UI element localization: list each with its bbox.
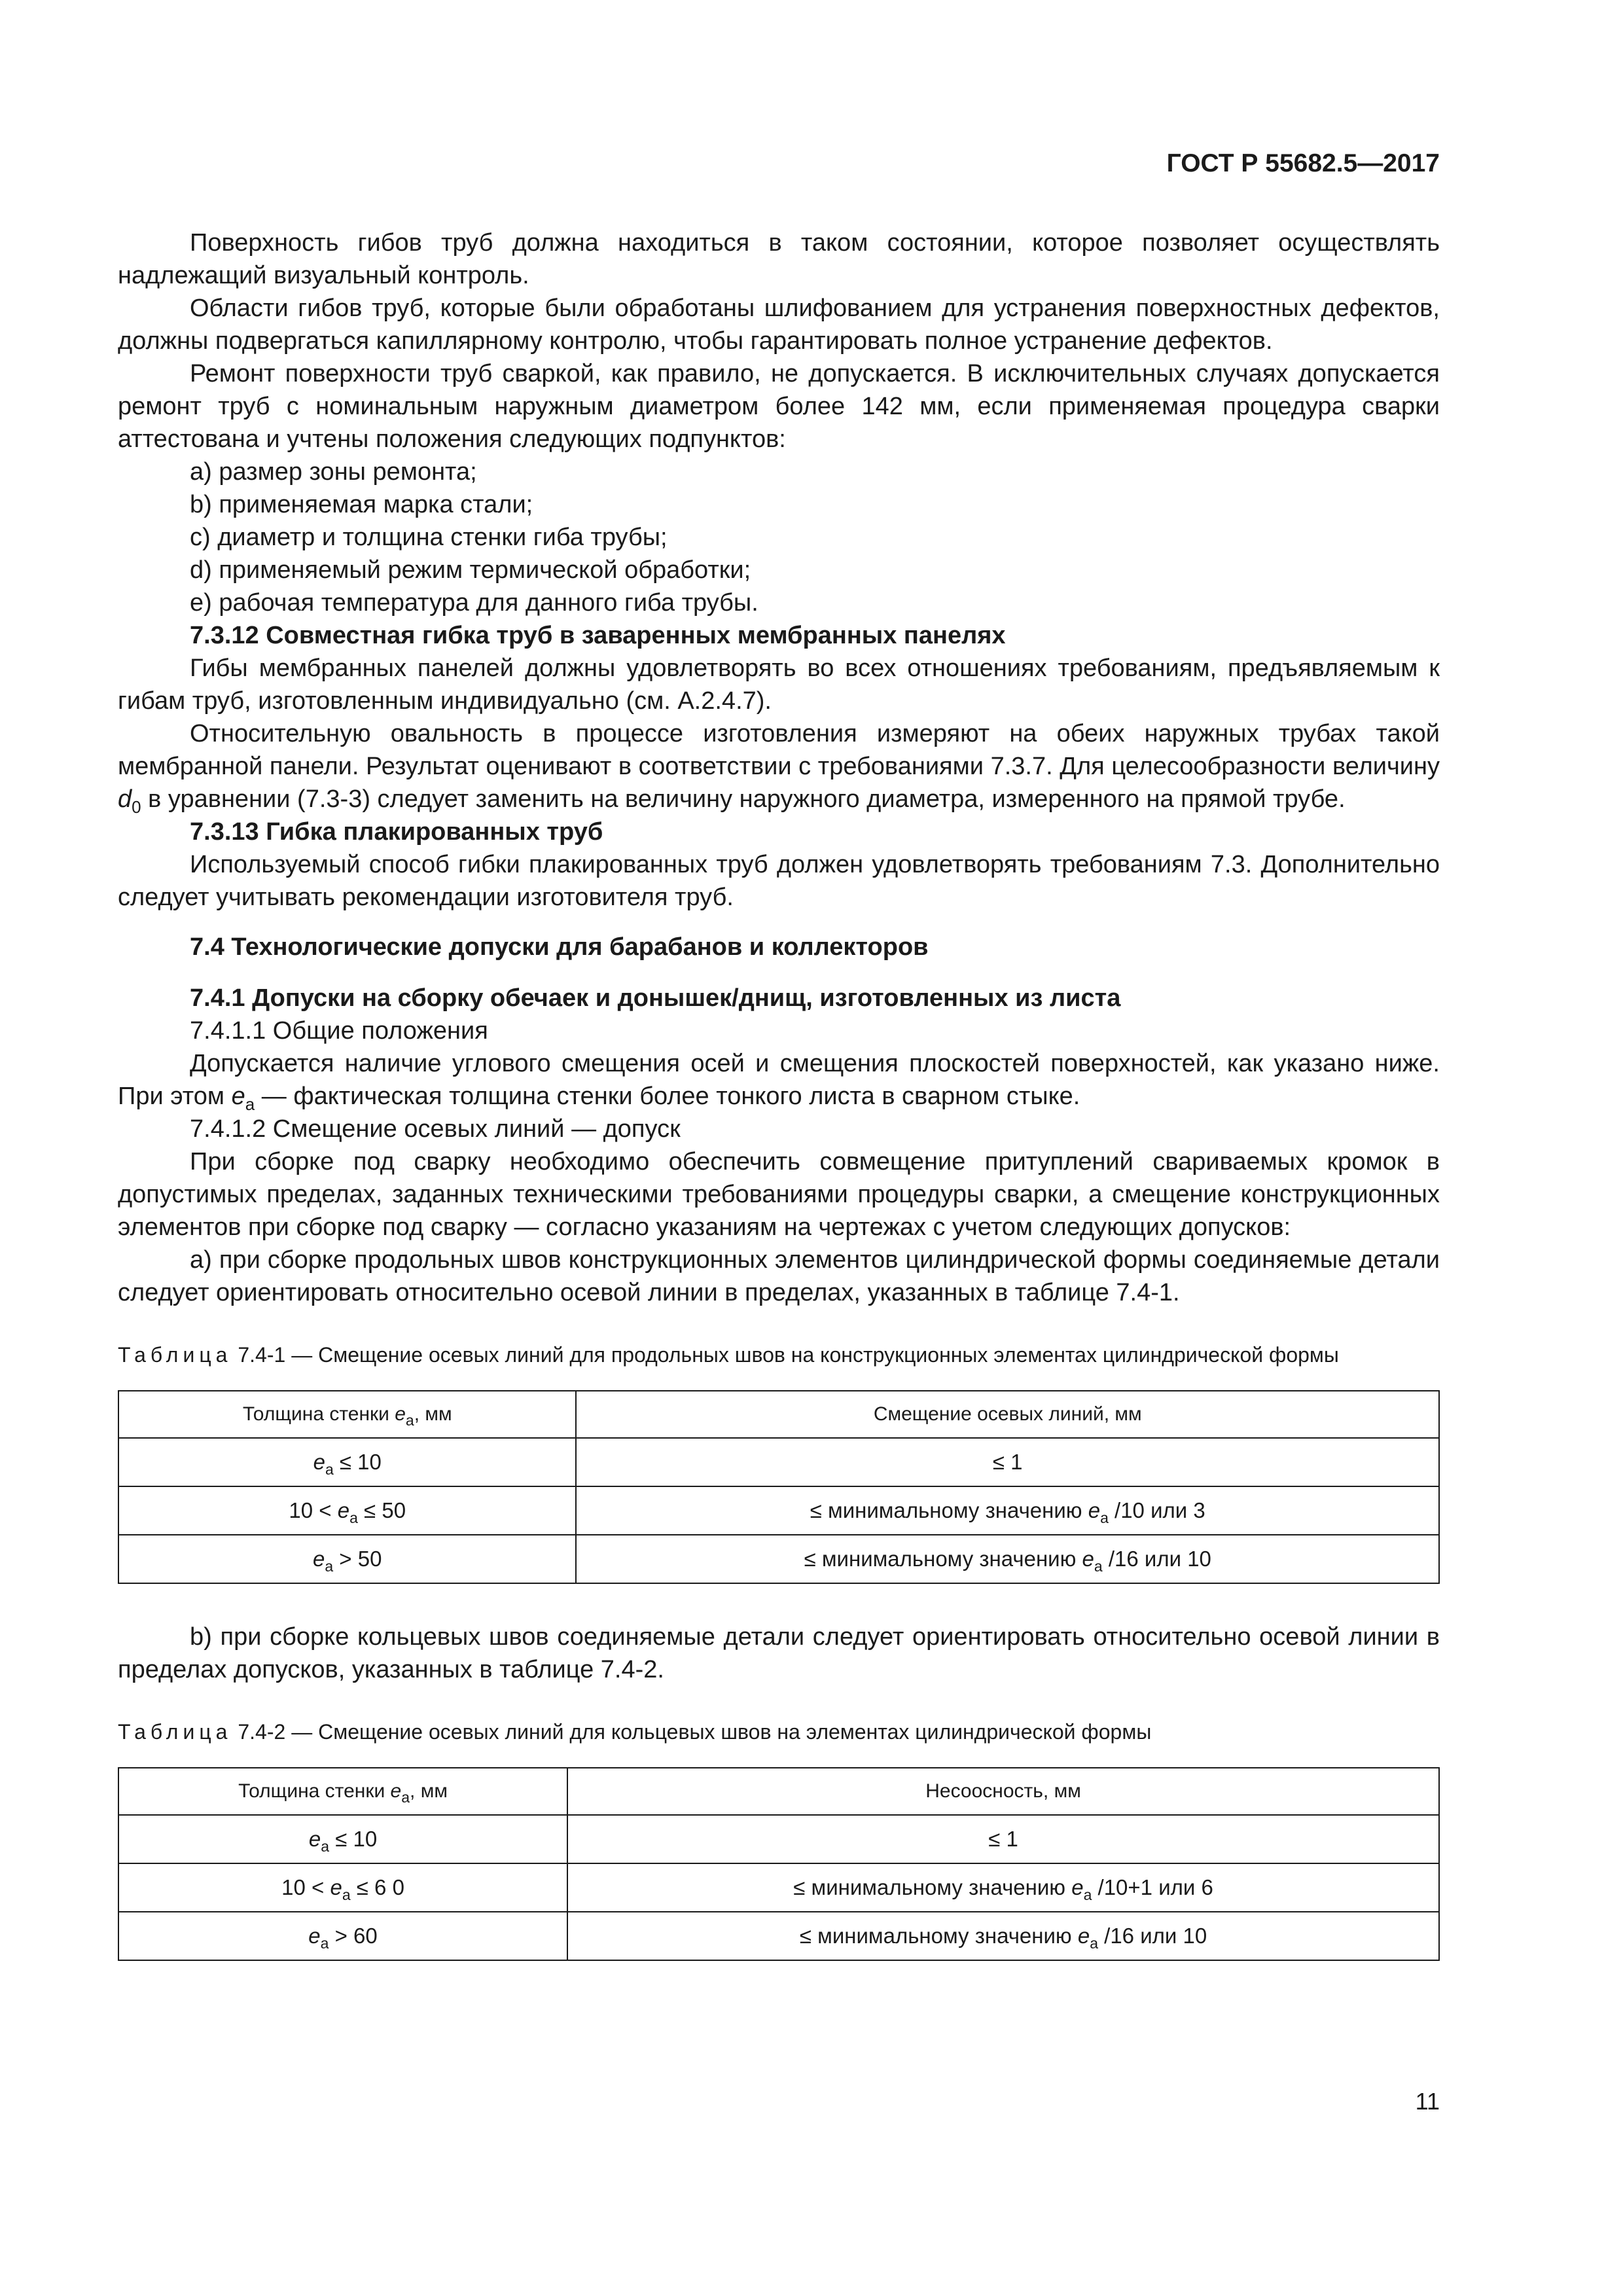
symbol-sub: 0 [132,797,141,817]
paragraph [118,1047,1440,1113]
table-7-4-1 [118,1390,1440,1584]
symbol-sub: a [245,1094,255,1114]
table-cell: $e_a \le 10$ [118,1438,576,1486]
table-cell: $e_a \le 10$ [118,1815,567,1863]
caption-text: 7.4-2 — Смещение осевых линий для кольцевых швов на элементах цилиндрической формы [238,1720,1152,1744]
text: — фактическая толщина стенки более тонкого листа в сварном стыке. [261,1083,1080,1110]
table-cell: $e_a > 50$ [118,1535,576,1583]
section-heading: 7.4 Технологические допуски для барабанов и коллекторов [190,933,929,961]
table-row [118,1815,1439,1863]
table-row [118,1486,1439,1535]
table-row [118,1912,1439,1960]
list-item: c) диаметр и толщина стенки гиба трубы; [190,524,668,551]
paragraph: Области гибов труб, которые были обработаны шлифованием для устранения поверхностных дефектов, должны подвергаться капиллярному контролю, чтобы гарантировать полное устранение дефектов. [118,295,1440,355]
caption-text: 7.4-1 — Смещение осевых линий для продольных швов на конструкционных элементах цилиндрической формы [238,1343,1339,1367]
document-body [118,226,1440,1961]
subsection-heading: 7.4.1.2 Смещение осевых линий — допуск [190,1115,681,1143]
column-header: Толщина стенки $e_a$, мм [118,1768,567,1815]
list-item: e) рабочая температура для данного гиба трубы. [190,589,758,617]
table-cell: $10 < e_a \le 6$ 0 [118,1863,567,1912]
column-header: Смещение осевых линий, мм [576,1391,1439,1438]
table-row [118,1535,1439,1583]
page-number: 11 [1415,2088,1440,2115]
table-cell: $e_a > 60$ [118,1912,567,1960]
paragraph: Гибы мембранных панелей должны удовлетворять во всех отношениях требованиям, предъявляемым к гибам труб, изготовленным индивидуально (см. А.2.4.7). [118,655,1440,715]
text: Допускается наличие углового смещения осей и смещения плоскостей поверхностей, как указано ниже. При этом [118,1050,1440,1110]
table-row [118,1863,1439,1912]
table-cell: ≤ минимальному значению $e_a$ /10+1 или 6 [567,1863,1439,1912]
paragraph: b) при сборке кольцевых швов соединяемые детали следует ориентировать относительно осевой линии в пределах допусков, указанных в таблице 7.4-2. [118,1623,1440,1683]
caption-label: Таблица [118,1720,232,1744]
column-header: Несоосность, мм [567,1768,1439,1815]
paragraph: Ремонт поверхности труб сваркой, как правило, не допускается. В исключительных случаях допускается ремонт труб с номинальным наружным диаметром более 142 мм, если применяемая процедура сварки аттестована и учтены положения следующих подпунктов: [118,360,1440,453]
table-cell: ≤ 1 [567,1815,1439,1863]
table-cell: ≤ 1 [576,1438,1439,1486]
list-item: b) применяемая марка стали; [190,491,533,518]
table-header-row [118,1768,1439,1815]
paragraph [118,717,1440,816]
list-item: d) применяемый режим термической обработки; [190,556,751,584]
table-7-4-2 [118,1767,1440,1961]
paragraph: Поверхность гибов труб должна находиться в таком состоянии, которое позволяет осуществлять надлежащий визуальный контроль. [118,229,1440,289]
paragraph: a) при сборке продольных швов конструкционных элементов цилиндрической формы соединяемые детали следует ориентировать относительно осевой линии в пределах, указанных в таблице 7.4-1. [118,1246,1440,1306]
table-caption [118,1342,1440,1368]
paragraph: Используемый способ гибки плакированных труб должен удовлетворять требованиям 7.3. Дополнительно следует учитывать рекомендации изготовителя труб. [118,851,1440,911]
table-header-row [118,1391,1439,1438]
table-cell: $10 < e_a \le 50$ [118,1486,576,1535]
symbol-var: e [231,1083,245,1110]
table-cell: ≤ минимальному значению $e_a$ /16 или 10 [576,1535,1439,1583]
table-cell: ≤ минимальному значению $e_a$ /10 или 3 [576,1486,1439,1535]
section-heading: 7.3.12 Совместная гибка труб в заваренных мембранных панелях [190,622,1006,649]
table-cell: ≤ минимальному значению $e_a$ /16 или 10 [567,1912,1439,1960]
caption-label: Таблица [118,1343,232,1367]
symbol-var: d [118,785,132,813]
standard-code: ГОСТ Р 55682.5—2017 [1166,149,1440,177]
subsection-heading: 7.4.1.1 Общие положения [190,1017,488,1045]
table-caption [118,1719,1440,1745]
section-heading: 7.3.13 Гибка плакированных труб [190,818,603,846]
text: в уравнении (7.3-3) следует заменить на величину наружного диаметра, измеренного на прямой трубе. [148,785,1346,813]
text: Относительную овальность в процессе изготовления измеряют на обеих наружных трубах такой мембранной панели. Результат оценивают в соответствии с требованиями 7.3.7. Для целесообразности величину [118,720,1440,780]
column-header: Толщина стенки $e_a$, мм [118,1391,576,1438]
section-heading: 7.4.1 Допуски на сборку обечаек и донышек/днищ, изготовленных из листа [190,984,1121,1012]
paragraph: При сборке под сварку необходимо обеспечить совмещение притуплений свариваемых кромок в допустимых пределах, заданных техническими требованиями процедуры сварки, а смещение конструкционных элементов при сборке под сварку — согласно указаниям на чертежах с учетом следующих допусков: [118,1148,1440,1241]
table-row [118,1438,1439,1486]
list-item: a) размер зоны ремонта; [190,458,477,486]
